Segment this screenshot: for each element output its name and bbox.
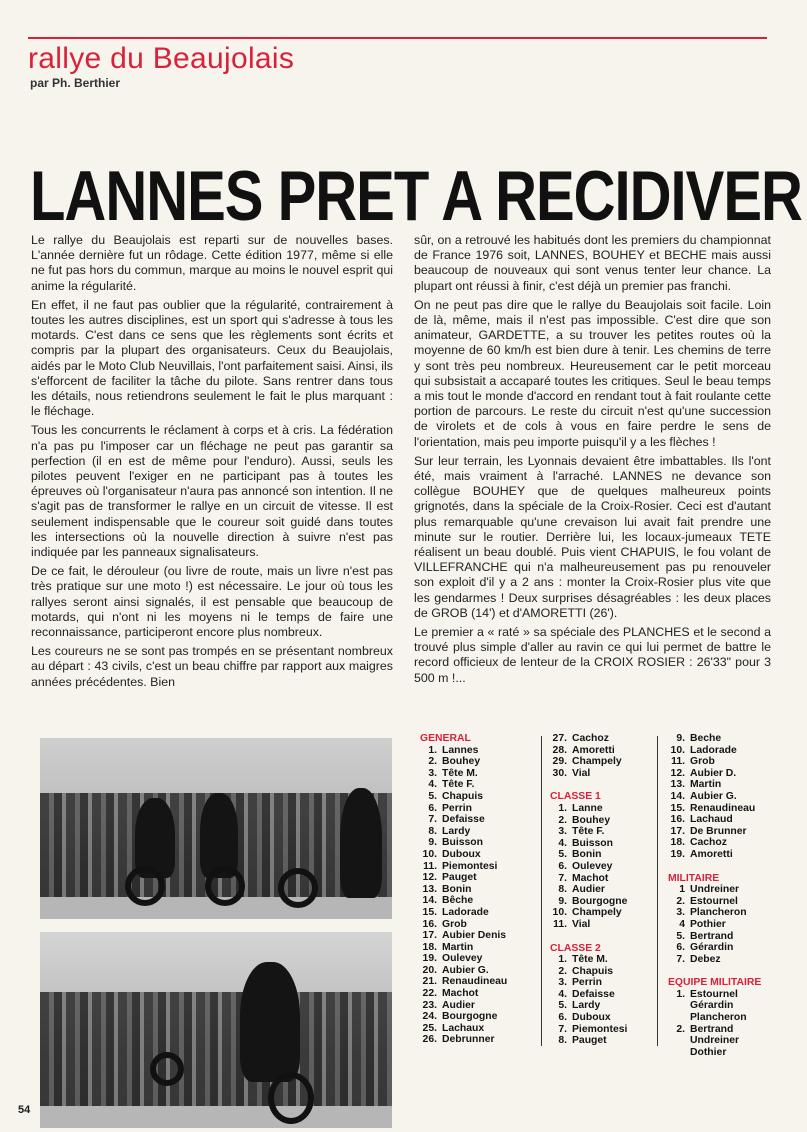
result-name: Plancheron — [690, 1012, 747, 1024]
result-name: De Brunner — [690, 825, 747, 837]
results-column-2 — [550, 733, 650, 1047]
result-row — [420, 1011, 532, 1023]
result-rank: 2. — [676, 895, 685, 907]
result-rank — [668, 1000, 690, 1012]
result-row — [550, 884, 650, 896]
result-row — [668, 791, 778, 803]
result-row — [420, 895, 532, 907]
result-name: Pauget — [572, 1035, 607, 1047]
article-column-left — [31, 233, 393, 694]
result-name: Oulevey — [572, 860, 613, 872]
result-name: Gérardin — [690, 1000, 734, 1012]
result-name: Aubier G. — [442, 964, 489, 976]
result-rank: 10. — [552, 907, 567, 919]
result-row — [420, 849, 532, 861]
result-name: Beche — [690, 733, 722, 744]
result-row — [668, 884, 778, 896]
result-rank: 14. — [670, 790, 685, 802]
result-row — [550, 977, 650, 989]
result-name: Bonin — [572, 849, 602, 861]
result-rank: 17. — [670, 825, 685, 837]
results-heading: EQUIPE MILITAIRE — [668, 977, 762, 989]
result-row — [550, 896, 650, 908]
results-list — [550, 733, 650, 779]
result-name: Bertrand — [690, 1023, 734, 1035]
result-row — [420, 872, 532, 884]
result-row — [668, 826, 778, 838]
result-rank: 16. — [670, 814, 685, 826]
result-row — [420, 861, 532, 873]
result-row — [668, 896, 778, 908]
result-name: Lachaux — [442, 1022, 485, 1034]
result-rank: 13. — [422, 883, 437, 895]
results-list — [668, 733, 778, 861]
result-row — [668, 942, 778, 954]
result-rank: 4. — [558, 837, 567, 849]
results-column-1 — [420, 733, 532, 1046]
byline: par Ph. Berthier — [30, 76, 121, 90]
result-name: Pauget — [442, 872, 477, 884]
result-rank: 1 — [679, 884, 685, 896]
results-list — [550, 803, 650, 931]
result-row — [550, 849, 650, 861]
result-rank: 15. — [670, 802, 685, 814]
result-name: Lardy — [442, 825, 471, 837]
result-name: Perrin — [572, 977, 603, 989]
result-row — [668, 1035, 778, 1047]
result-rank: 9. — [558, 895, 567, 907]
result-name: Ladorade — [442, 906, 489, 918]
result-rank: 12. — [422, 872, 437, 884]
results-list — [668, 989, 778, 1059]
result-name: Lannes — [442, 744, 479, 756]
result-rank: 19. — [422, 953, 437, 965]
result-row — [420, 884, 532, 896]
article-paragraph: Les coureurs ne se sont pas trompés en se présentant nombreux au départ : 43 civils, c'est un beau chiffre par rapport aux maigres années précédentes. Bien — [31, 644, 393, 689]
article-column-right — [414, 233, 771, 690]
result-rank: 8. — [428, 825, 437, 837]
result-rank: 8. — [558, 884, 567, 896]
result-row — [420, 756, 532, 768]
result-name: Pothier — [690, 918, 726, 930]
result-row — [550, 954, 650, 966]
result-name: Grob — [442, 918, 467, 930]
result-rank: 2. — [558, 965, 567, 977]
result-name: Bourgogne — [442, 1011, 498, 1023]
result-rank: 2. — [558, 814, 567, 826]
result-name: Ladorade — [690, 744, 737, 756]
result-row — [420, 919, 532, 931]
result-row — [550, 873, 650, 885]
result-row — [668, 1012, 778, 1024]
photo-bike-wheel — [125, 866, 165, 906]
result-name: Plancheron — [690, 907, 747, 919]
photo-rider — [340, 788, 382, 898]
result-row — [550, 907, 650, 919]
result-row — [668, 931, 778, 943]
result-name: Martin — [442, 941, 474, 953]
result-rank: 16. — [422, 918, 437, 930]
result-name: Champely — [572, 907, 622, 919]
result-row — [550, 861, 650, 873]
result-row — [420, 1000, 532, 1012]
result-row — [420, 930, 532, 942]
result-rank: 25. — [422, 1022, 437, 1034]
result-rank: 5. — [558, 849, 567, 861]
result-row — [420, 988, 532, 1000]
result-rank: 1. — [558, 954, 567, 966]
result-row — [668, 954, 778, 966]
result-row — [420, 803, 532, 815]
results-divider — [541, 736, 542, 1046]
result-rank: 3. — [558, 826, 567, 838]
result-name: Amoretti — [690, 848, 733, 860]
result-rank: 5. — [428, 790, 437, 802]
result-row — [550, 803, 650, 815]
result-name: Renaudineau — [442, 976, 508, 988]
result-name: Vial — [572, 918, 591, 930]
result-name: Piemontesi — [442, 860, 498, 872]
result-name: Aubier D. — [690, 767, 737, 779]
result-row — [550, 756, 650, 768]
result-rank: 6. — [558, 860, 567, 872]
result-row — [668, 768, 778, 780]
result-rank: 1. — [558, 802, 567, 814]
result-rank: 10. — [670, 744, 685, 756]
result-row — [668, 919, 778, 931]
article-paragraph: Tous les concurrents le réclament à corps et à cris. La fédération n'a pas pu l'imposer car un fléchage ne peut pas garantir sa perfection (il en est de même pour l'enduro). Aussi, seuls les pilotes peuvent l'exiger en ne participant pas à toutes les épreuves où l'organisateur n'aura pas annoncé son intention. Il ne s'agit pas de transformer le rallye en un circuit de vitesse. Il est seulement indispensable que le coureur soit guidé dans toutes les intersections où la nouvelle direction à suivre n'est pas indiquée par les panneaux signalisateurs. — [31, 423, 393, 560]
result-row — [550, 826, 650, 838]
result-rank: 12. — [670, 767, 685, 779]
result-name: Perrin — [442, 802, 473, 814]
result-name: Bonin — [442, 883, 472, 895]
result-row — [550, 919, 650, 931]
result-rank: 3. — [558, 977, 567, 989]
result-row — [550, 989, 650, 1001]
result-rank: 11. — [553, 918, 567, 930]
result-name: Grob — [690, 756, 715, 768]
photo-bike-wheel — [268, 1072, 314, 1124]
result-rank — [668, 1035, 690, 1047]
result-row — [420, 976, 532, 988]
result-name: Lanne — [572, 802, 603, 814]
result-row — [550, 815, 650, 827]
result-name: Estournel — [690, 895, 738, 907]
result-rank: 5. — [676, 930, 685, 942]
result-row — [550, 768, 650, 780]
article-paragraph: sûr, on a retrouvé les habitués dont les premiers du championnat de France 1976 soit, LANNES, BOUHEY et BECHE mais aussi beaucoup de nouveaux qui sont venus tenter leur chance. La plupart ont réussi à finir, c'est déjà un premier pas franchi. — [414, 233, 771, 293]
photo-rider — [200, 793, 238, 878]
result-row — [668, 745, 778, 757]
result-rank: 4 — [679, 918, 685, 930]
result-rank: 15. — [422, 906, 437, 918]
result-rank: 18. — [422, 941, 437, 953]
result-name: Defaisse — [442, 814, 485, 826]
photo-bike-wheel — [278, 868, 318, 908]
result-rank: 5. — [558, 1000, 567, 1012]
article-paragraph: Le premier a « raté » sa spéciale des PLANCHES et le second a trouvé plus simple d'aller au ravin ce qui lui permet de battre le record officieux de lenteur de la CROIX ROSIER : 26'33" pour 3 500 m !... — [414, 625, 771, 685]
result-row — [550, 1024, 650, 1036]
result-name: Undreiner — [690, 884, 740, 896]
result-rank: 18. — [670, 837, 685, 849]
result-row — [668, 849, 778, 861]
result-name: Dothier — [690, 1046, 727, 1058]
result-name: Martin — [690, 779, 722, 791]
result-rank: 11. — [423, 860, 437, 872]
result-row — [668, 1024, 778, 1036]
result-row — [420, 965, 532, 977]
result-rank: 19. — [670, 848, 685, 860]
article-paragraph: Sur leur terrain, les Lyonnais devaient être imbattables. Ils l'ont été, mais vraiment à l'arraché. LANNES ne devance son collègue BOUHEY que de quelques malheureux points grignotés, dans la spéciale de la Croix-Rosier. Ceci est d'autant plus remarquable qu'une crevaison lui avait fait prendre une minute sur le routier. Derrière lui, les locaux-jumeaux TETE réalisent un beau doublé. Puis vient CHAPUIS, le fou volant de VILLEFRANCHE qui n'a malheureusement pas pu renouveler son exploit d'il y a 2 ans : monter la Croix-Rosier plus vite que les gendarmes ! Deux surprises désagréables : les deux places de GROB (14') et d'AMORETTI (26'). — [414, 453, 771, 620]
result-rank: 8. — [558, 1035, 567, 1047]
result-rank: 2. — [676, 1023, 685, 1035]
result-rank — [668, 1012, 690, 1024]
result-name: Duboux — [572, 1012, 611, 1024]
results-divider — [657, 736, 658, 1046]
result-name: Aubier G. — [690, 790, 737, 802]
result-row — [668, 907, 778, 919]
photo-rider — [240, 962, 300, 1082]
photo-rider-crowd — [40, 932, 392, 1128]
result-name: Duboux — [442, 848, 481, 860]
results-heading: CLASSE 1 — [550, 791, 601, 803]
result-row — [668, 779, 778, 791]
result-rank: 29. — [552, 756, 567, 768]
article-paragraph: De ce fait, le dérouleur (ou livre de route, mais un livre n'est pas très pratique sur une moto !) est nécessaire. Le jour où tous les rallyes seront ainsi signalés, il est pensable que beaucoup de motards, qui n'ont ni les moyens ni le temps de faire une reconnaissance, participeront encore plus nombreux. — [31, 564, 393, 640]
result-name: Bourgogne — [572, 895, 628, 907]
result-rank: 26. — [422, 1034, 437, 1046]
result-name: Audier — [442, 999, 475, 1011]
result-rank: 3. — [676, 907, 685, 919]
result-row — [668, 733, 778, 745]
result-name: Bertrand — [690, 930, 734, 942]
results-heading: CLASSE 2 — [550, 942, 601, 954]
result-row — [550, 966, 650, 978]
result-rank: 7. — [558, 872, 567, 884]
result-name: Audier — [572, 884, 605, 896]
result-rank: 21. — [422, 976, 437, 988]
top-rule — [28, 37, 767, 39]
result-rank: 28. — [552, 744, 567, 756]
result-name: Debez — [690, 953, 721, 965]
result-name: Machot — [442, 988, 479, 1000]
result-row — [420, 1023, 532, 1035]
result-name: Champely — [572, 756, 622, 768]
result-rank: 1. — [428, 744, 437, 756]
results-heading: MILITAIRE — [668, 872, 720, 884]
result-rank: 30. — [552, 767, 567, 779]
results-list — [420, 745, 532, 1046]
results-list — [550, 954, 650, 1047]
result-row — [420, 814, 532, 826]
article-paragraph: Le rallye du Beaujolais est reparti sur de nouvelles bases. L'année dernière fut un rôdage. Cette édition 1977, même si elle ne fut pas hors du commun, marque au moins le nouvel esprit qui anime la régularité. — [31, 233, 393, 293]
result-name: Gérardin — [690, 942, 734, 954]
result-row — [668, 989, 778, 1001]
result-row — [420, 779, 532, 791]
result-rank: 2. — [428, 756, 437, 768]
result-rank: 14. — [422, 895, 437, 907]
result-rank: 27. — [552, 733, 567, 744]
result-rank: 22. — [422, 988, 437, 1000]
result-rank: 13. — [670, 779, 685, 791]
result-row — [420, 1034, 532, 1046]
result-row — [668, 814, 778, 826]
result-row — [668, 1000, 778, 1012]
result-name: Chapuis — [572, 965, 613, 977]
result-name: Tête F. — [442, 779, 475, 791]
result-name: Amoretti — [572, 744, 615, 756]
result-row — [550, 745, 650, 757]
result-rank: 4. — [558, 988, 567, 1000]
result-name: Tête M. — [442, 767, 478, 779]
result-name: Undreiner — [690, 1035, 740, 1047]
result-row — [550, 733, 650, 745]
page-number: 54 — [18, 1104, 31, 1116]
result-row — [420, 942, 532, 954]
result-name: Lachaud — [690, 814, 733, 826]
result-rank: 24. — [422, 1011, 437, 1023]
result-name: Vial — [572, 767, 591, 779]
section-title: rallye du Beaujolais — [28, 42, 295, 75]
result-name: Lardy — [572, 1000, 601, 1012]
result-name: Machot — [572, 872, 609, 884]
result-name: Buisson — [442, 837, 483, 849]
results-heading: GENERAL — [420, 733, 471, 744]
result-row — [420, 826, 532, 838]
result-rank — [668, 1047, 690, 1059]
result-rank: 1. — [676, 988, 685, 1000]
result-name: Cachoz — [690, 837, 727, 849]
results-list — [668, 884, 778, 965]
result-rank: 7. — [558, 1023, 567, 1035]
result-row — [420, 837, 532, 849]
headline: LANNES PRET A RECIDIVER — [30, 156, 802, 236]
result-rank: 20. — [422, 964, 437, 976]
result-row — [550, 1035, 650, 1047]
result-name: Defaisse — [572, 988, 615, 1000]
article-paragraph: On ne peut pas dire que le rallye du Beaujolais soit facile. Loin de là, même, mais il n'est pas impossible. C'est dire que son animateur, GARDETTE, a su trouver les petites routes où la moyenne de 60 km/h est bien dure à tenir. Les chemins de terre y sont très peu nombreux. Heureusement car le petit morceau qui subsistait a accaparé toutes les critiques. Seul le beau temps a mis tout le monde d'accord en rendant tout à fait roulante cette portion de parcours. Le reste du circuit n'est qu'une succession de virolets et de cols à vous en faire perdre le sens de l'orientation, mais peu importe puisqu'il y a les flèches ! — [414, 297, 771, 449]
photo-bike-wheel — [205, 866, 245, 906]
result-name: Oulevey — [442, 953, 483, 965]
result-row — [420, 768, 532, 780]
result-rank: 4. — [428, 779, 437, 791]
result-name: Buisson — [572, 837, 613, 849]
result-name: Tête M. — [572, 954, 608, 966]
result-name: Cachoz — [572, 733, 609, 744]
result-rank: 9. — [676, 733, 685, 744]
result-row — [420, 907, 532, 919]
article-paragraph: En effet, il ne faut pas oublier que la régularité, contrairement à toutes les autres disciplines, est un sport qui s'adresse à tous les motards. C'est dans ce sens que les règlements sont écrits et compris par la plupart des organisateurs. Ceux du Beaujolais, aidés par le Moto Club Neuvillais, l'ont parfaitement saisi. Ainsi, ils s'efforcent de faciliter la tâche du pilote. Sans rentrer dans tous les détails, nous retiendrons seulement le fait le plus marquant : le fléchage. — [31, 297, 393, 419]
result-row — [550, 1000, 650, 1012]
result-name: Bouhey — [572, 814, 611, 826]
result-name: Chapuis — [442, 790, 483, 802]
result-row — [550, 1012, 650, 1024]
result-row — [668, 803, 778, 815]
result-rank: 6. — [428, 802, 437, 814]
result-row — [420, 953, 532, 965]
result-rank: 9. — [428, 837, 437, 849]
result-name: Debrunner — [442, 1034, 495, 1046]
result-name: Bêche — [442, 895, 474, 907]
result-rank: 3. — [428, 767, 437, 779]
photo-riders-start — [40, 738, 392, 919]
result-row — [420, 791, 532, 803]
photo-ground — [40, 1106, 392, 1128]
result-rank: 11. — [671, 756, 685, 768]
results-column-3 — [668, 733, 778, 1058]
result-name: Estournel — [690, 988, 738, 1000]
result-rank: 7. — [428, 814, 437, 826]
result-name: Bouhey — [442, 756, 481, 768]
result-row — [550, 838, 650, 850]
photo-bike-wheel — [150, 1052, 184, 1086]
result-rank: 6. — [558, 1012, 567, 1024]
result-name: Tête F. — [572, 826, 605, 838]
result-name: Aubier Denis — [442, 930, 507, 942]
result-rank: 23. — [422, 999, 437, 1011]
result-rank: 17. — [422, 930, 437, 942]
result-rank: 6. — [676, 942, 685, 954]
result-row — [420, 745, 532, 757]
result-row — [668, 756, 778, 768]
result-rank: 10. — [422, 848, 437, 860]
result-rank: 7. — [676, 953, 685, 965]
result-row — [668, 1047, 778, 1059]
result-row — [668, 837, 778, 849]
result-name: Renaudineau — [690, 802, 756, 814]
result-name: Piemontesi — [572, 1023, 628, 1035]
